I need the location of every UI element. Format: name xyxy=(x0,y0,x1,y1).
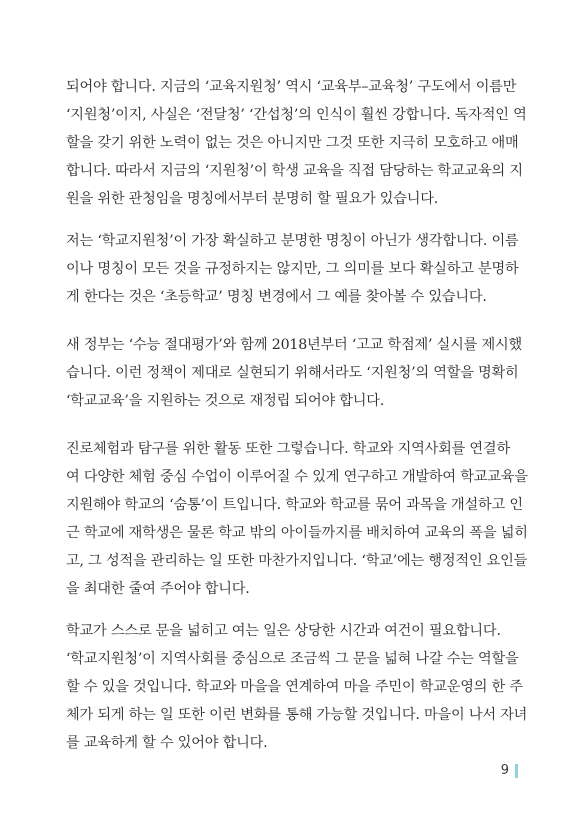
text-line: 원을 위한 관청임을 명칭에서부터 분명히 할 필요가 있습니다. xyxy=(66,191,439,207)
text-line: 저는 ‘학교지원청’이 가장 확실하고 분명한 명칭이 아닌가 생각합니다. 이름 xyxy=(66,233,519,249)
text-line: 근 학교에 재학생은 물론 학교 밖의 아이들까지를 배치하여 교육의 폭을 넓히 xyxy=(66,525,528,541)
text-line: 게 한다는 것은 ‘초등학교’ 명칭 변경에서 그 예를 찾아볼 수 있습니다. xyxy=(66,289,487,305)
paragraph-5 xyxy=(66,617,528,757)
text-line: 이나 명칭이 모든 것을 규정하지는 않지만, 그 의미를 보다 확실하고 분명하 xyxy=(66,261,519,277)
text-line: 여 다양한 체험 중심 수업이 이루어질 수 있게 연구하고 개발하여 학교교육을 xyxy=(66,469,528,485)
text-line: 할 수 있을 것입니다. 학교와 마을을 연계하여 마을 주민이 학교운영의 한 주 xyxy=(66,679,523,695)
paragraph-2 xyxy=(66,227,524,311)
paragraph-4 xyxy=(66,435,528,603)
text-line: 새 정부는 ‘수능 절대평가’와 함께 2018년부터 ‘고교 학점제’ 실시를 제시했 xyxy=(66,337,522,353)
text-line: 되어야 합니다. 지금의 ‘교육지원청’ 역시 ‘교육부–교육청’ 구도에서 이름만 xyxy=(66,79,517,95)
text-line: 를 교육하게 할 수 있어야 합니다. xyxy=(66,735,268,751)
text-line: 을 최대한 줄여 주어야 합니다. xyxy=(66,581,250,597)
page-number: 9 xyxy=(500,763,509,778)
text-line: 할을 갖기 위한 노력이 없는 것은 아니지만 그것 또한 지극히 모호하고 애매 xyxy=(66,135,519,151)
paragraph-3 xyxy=(66,331,524,415)
page-marker-bar xyxy=(515,764,518,778)
text-line: ‘학교교육’을 지원하는 것으로 재정립 되어야 합니다. xyxy=(66,393,385,409)
text-line: 체가 되게 하는 일 또한 이런 변화를 통해 가능할 것입니다. 마을이 나서 자녀 xyxy=(66,707,528,723)
paragraph-1 xyxy=(66,73,527,213)
text-line: 합니다. 따라서 지금의 ‘지원청’이 학생 교육을 직접 담당하는 학교교육의 지 xyxy=(66,163,523,179)
text-line: ‘지원청’이지, 사실은 ‘전달청’ ‘간섭청’의 인식이 훨씬 강합니다. 독자적인 역 xyxy=(66,107,527,123)
text-line: 습니다. 이런 정책이 제대로 실현되기 위해서라도 ‘지원청’의 역할을 명확히 xyxy=(66,365,519,381)
text-line: 고, 그 성적을 관리하는 일 또한 마찬가지입니다. ‘학교’에는 행정적인 요인들 xyxy=(66,553,528,569)
text-line: 지원해야 학교의 ‘숨통’이 트입니다. 학교와 학교를 묶어 과목을 개설하고 인 xyxy=(66,497,523,513)
text-line: 진로체험과 탐구를 위한 활동 또한 그렇습니다. 학교와 지역사회를 연결하 xyxy=(66,441,510,457)
text-line: ‘학교지원청’이 지역사회를 중심으로 조금씩 그 문을 넓혀 나갈 수는 역할을 xyxy=(66,651,519,667)
text-line: 학교가 스스로 문을 넓히고 여는 일은 상당한 시간과 여건이 필요합니다. xyxy=(66,623,501,639)
